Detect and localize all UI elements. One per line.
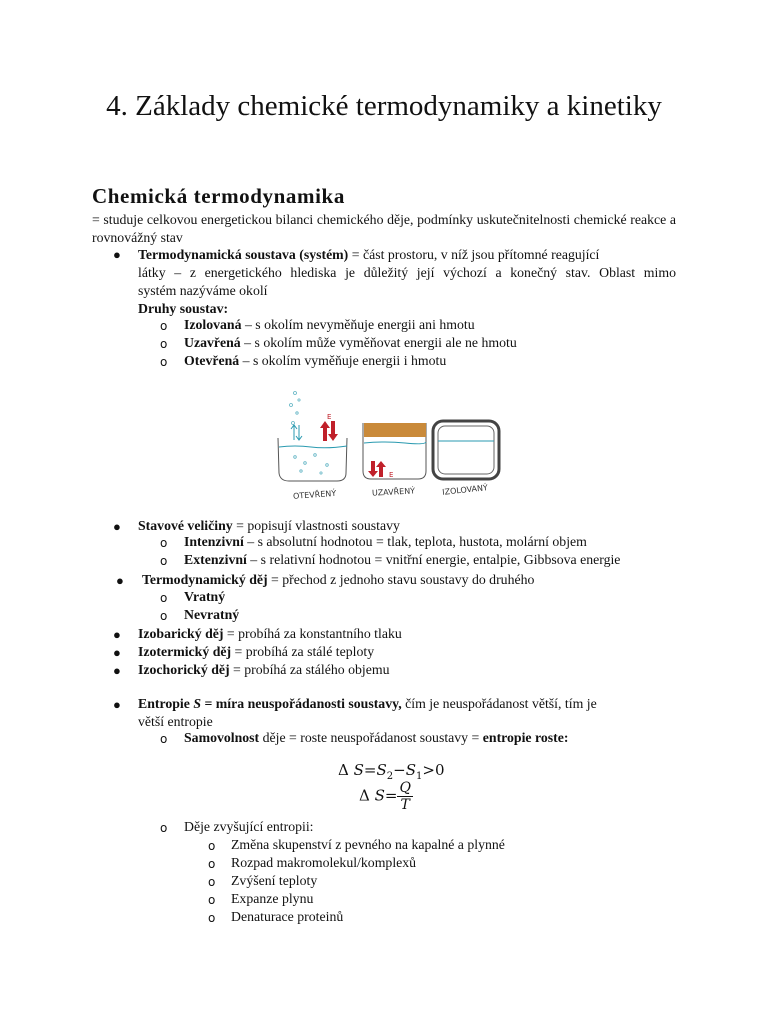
process-izochoricky: Izochorický děj = probíhá za stálého objemu bbox=[138, 662, 390, 677]
bullet-dot: ● bbox=[116, 573, 124, 588]
druhy-label: Druhy soustav: bbox=[138, 301, 229, 316]
circle-bullet: o bbox=[208, 839, 216, 853]
process-izotermicky: Izotermický děj = probíhá za stálé teploty bbox=[138, 644, 375, 659]
entropie-line: Entropie S = míra neuspořádanosti soustavy, čím je neuspořádanost větší, tím je bbox=[138, 696, 597, 711]
circle-bullet: o bbox=[160, 337, 168, 351]
dej-nevratny: Nevratný bbox=[184, 607, 240, 622]
label-isolated: IZOLOVANÝ bbox=[441, 483, 489, 497]
circle-bullet: o bbox=[160, 591, 168, 605]
circle-bullet: o bbox=[208, 857, 216, 871]
bullet-dot: ● bbox=[113, 645, 121, 660]
zvysujici-item: Denaturace proteinů bbox=[231, 909, 344, 924]
closed-system-sketch bbox=[363, 423, 426, 479]
bullet-dot: ● bbox=[113, 663, 121, 678]
circle-bullet: o bbox=[208, 893, 216, 907]
isolated-system-sketch bbox=[433, 421, 499, 479]
circle-bullet: o bbox=[208, 875, 216, 889]
stavove-extenzivni: Extenzivní – s relativní hodnotou = vnitřní energie, entalpie, Gibbsova energie bbox=[184, 552, 621, 567]
type-otevrena: Otevřená – s okolím vyměňuje energii i hmotu bbox=[184, 353, 447, 368]
page-title: 4. Základy chemické termodynamiky a kinetiky bbox=[106, 90, 662, 122]
zvysujici-label: Děje zvyšující entropii: bbox=[184, 819, 314, 834]
zvysujici-item: Zvýšení teploty bbox=[231, 873, 318, 888]
equation-q-over-t: Δ S= $\frac{Q}{T}$ bbox=[359, 780, 411, 813]
open-system-sketch bbox=[278, 392, 347, 482]
section-heading: Chemická termodynamika bbox=[92, 184, 345, 208]
soustava-text-1: = část prostoru, v níž jsou přítomné reagující bbox=[348, 247, 600, 262]
soustava-term: Termodynamická soustava (systém) bbox=[138, 247, 349, 262]
intro-paragraph: = studuje celkovou energetickou bilanci chemického děje, podmínky uskutečnitelnosti chemické reakce a rovnovážný stav bbox=[92, 212, 676, 245]
equation-delta-s: Δ $S=S_2-S_1>0$ bbox=[338, 761, 445, 782]
type-izolovana: Izolovaná – s okolím nevyměňuje energii ani hmotu bbox=[184, 317, 475, 332]
circle-bullet: o bbox=[160, 536, 168, 550]
zvysujici-item: Změna skupenství z pevného na kapalné a plynné bbox=[231, 837, 505, 852]
samovolnost-line: Samovolnost děje = roste neuspořádanost soustavy = entropie roste: bbox=[184, 730, 569, 745]
process-izobaricky: Izobarický děj = probíhá za konstantního tlaku bbox=[138, 626, 402, 641]
bullet-dot: ● bbox=[113, 519, 121, 534]
dej-line: Termodynamický děj = přechod z jednoho stavu soustavy do druhého bbox=[142, 572, 535, 587]
entropie-line-2: větší entropie bbox=[138, 714, 213, 729]
circle-bullet: o bbox=[160, 732, 168, 746]
circle-bullet: o bbox=[160, 609, 168, 623]
type-uzavrena: Uzavřená – s okolím může vyměňovat energii ale ne hmotu bbox=[184, 335, 517, 350]
zvysujici-item: Rozpad makromolekul/komplexů bbox=[231, 855, 417, 870]
stavove-intenzivni: Intenzivní – s absolutní hodnotou = tlak, teplota, hustota, molární objem bbox=[184, 534, 587, 549]
energy-label: E bbox=[389, 471, 394, 479]
soustava-paragraph bbox=[138, 246, 676, 264]
soustava-text-2: látky – z energetického hlediska je důležitý její výchozí a konečný stav. Oblast mimo bbox=[138, 265, 676, 280]
circle-bullet: o bbox=[160, 355, 168, 369]
circle-bullet: o bbox=[160, 821, 168, 835]
stavove-line: Stavové veličiny = popisují vlastnosti soustavy bbox=[138, 518, 400, 533]
dej-vratny: Vratný bbox=[184, 589, 226, 604]
bullet-dot: ● bbox=[113, 247, 121, 262]
zvysujici-item: Expanze plynu bbox=[231, 891, 314, 906]
circle-bullet: o bbox=[160, 554, 168, 568]
energy-label: E bbox=[327, 413, 332, 421]
bullet-dot: ● bbox=[113, 627, 121, 642]
circle-bullet: o bbox=[208, 911, 216, 925]
label-open: OTEVŘENÝ bbox=[292, 488, 337, 501]
systems-sketch-figure bbox=[275, 385, 505, 505]
soustava-text-3: systém nazýváme okolí bbox=[138, 283, 268, 298]
fraction: $\frac{Q}{T}$ bbox=[399, 780, 411, 813]
bullet-dot: ● bbox=[113, 697, 121, 712]
circle-bullet: o bbox=[160, 319, 168, 333]
label-closed: UZAVŘENÝ bbox=[371, 486, 416, 498]
